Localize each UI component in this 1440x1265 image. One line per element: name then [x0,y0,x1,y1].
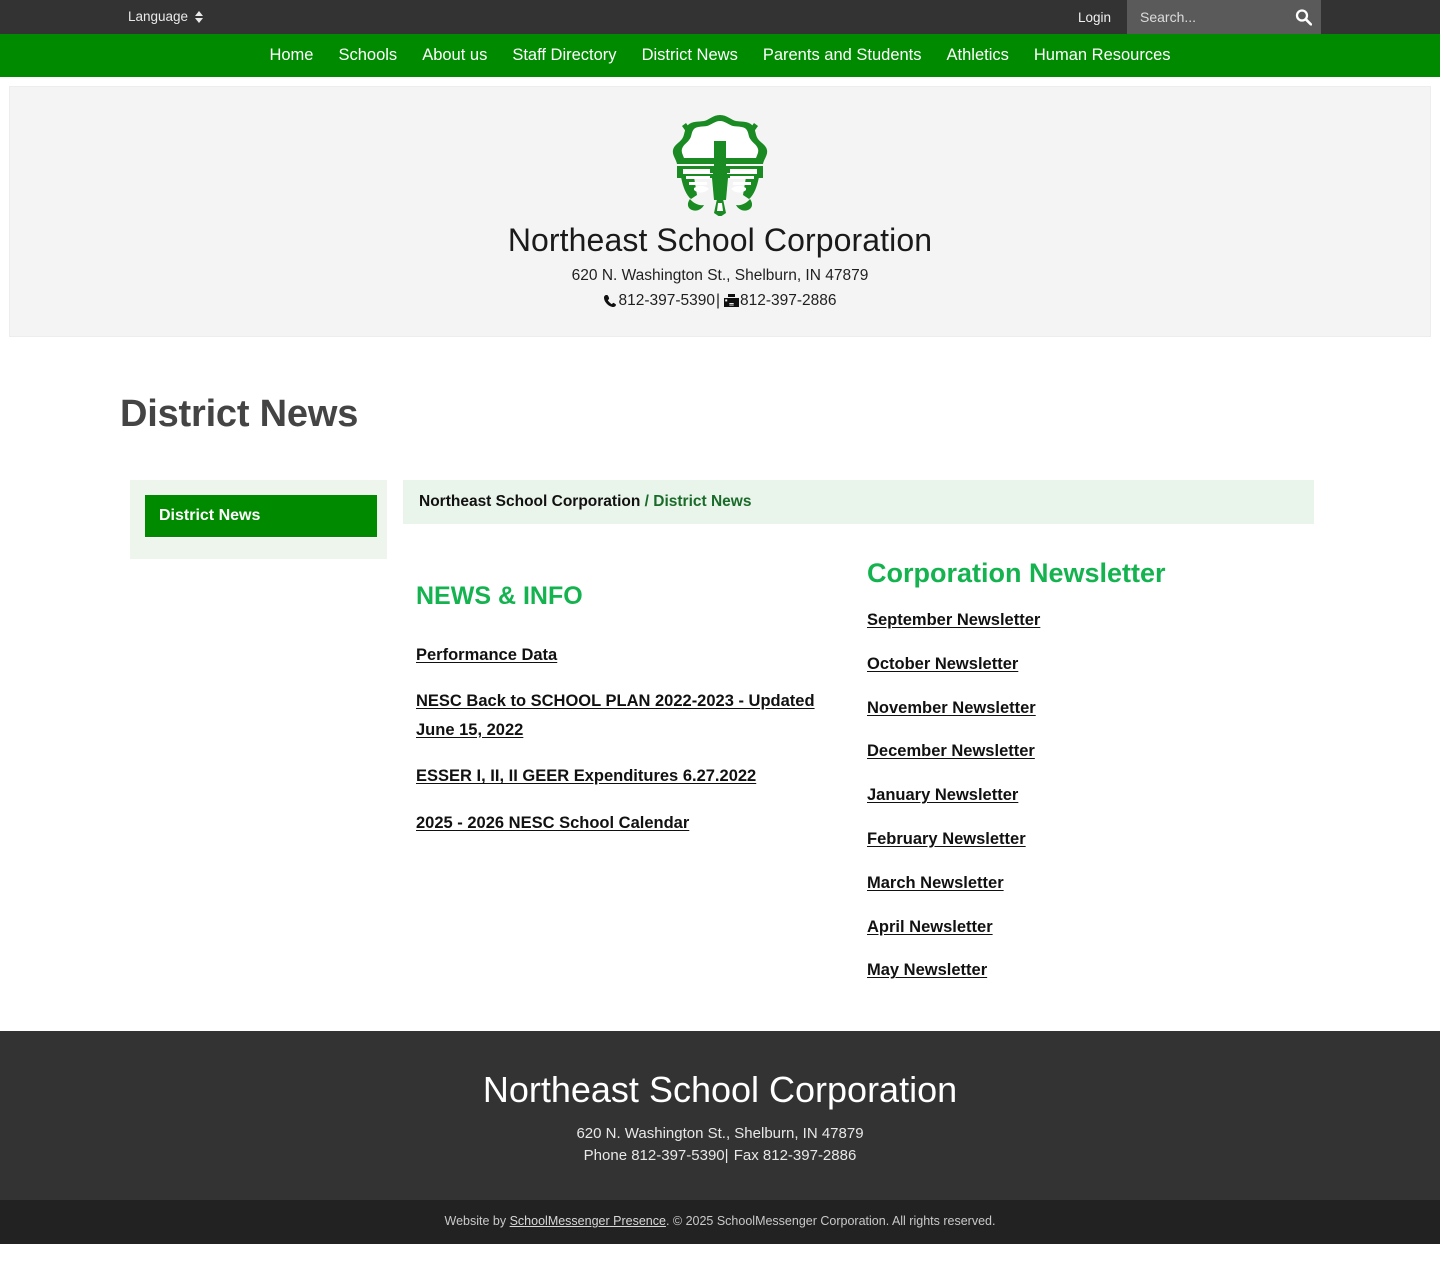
phone-icon [603,294,617,309]
phone-number: 812-397-5390 [618,292,715,309]
main-column [403,480,1314,981]
page-title: District News [120,393,359,435]
site-footer [0,1031,1440,1200]
newsletter-link-september[interactable]: September Newsletter [867,611,1041,629]
news-and-info-heading: NEWS & INFO [416,582,583,610]
copyright-bar [0,1200,1440,1244]
news-link-esser-expenditures[interactable]: ESSER I, II, II GEER Expenditures 6.27.2022 [416,767,757,786]
newsletter-link-october[interactable]: October Newsletter [867,654,1019,673]
main-navigation [0,34,1440,77]
search-input[interactable] [1127,0,1355,34]
news-link-school-calendar[interactable]: 2025 - 2026 NESC School Calendar [416,813,690,832]
nav-item-parents-and-students[interactable]: Parents and Students [762,46,922,64]
search-box[interactable] [1127,0,1321,34]
contact-separator: | [715,292,721,309]
nav-item-schools[interactable]: Schools [338,46,398,64]
nav-item-staff-directory[interactable]: Staff Directory [512,46,617,64]
topbar-left [0,0,203,34]
two-column-links [403,558,1314,981]
newsletter-link-january[interactable]: January Newsletter [867,786,1019,805]
language-selector[interactable] [128,10,203,24]
news-link-back-to-school-plan[interactable]: NESC Back to SCHOOL PLAN 2022-2023 - Updated June 15, 2022 [416,692,815,739]
newsletter-link-december[interactable]: December Newsletter [867,742,1035,761]
footer-fax: Fax 812-397-2886 [733,1146,857,1164]
newsletter-link-may[interactable]: May Newsletter [867,961,988,980]
sidebar-navigation [130,480,387,559]
site-header [9,86,1431,337]
sort-updown-icon [195,11,203,23]
site-address: 620 N. Washington St., Shelburn, IN 47879 [571,267,869,284]
content-layout [0,480,1440,981]
footer-title: Northeast School Corporation [482,1069,958,1111]
newsletter-link-february[interactable]: February Newsletter [867,829,1026,848]
footer-phone: Phone 812-397-5390 [583,1146,725,1164]
nav-item-about-us[interactable]: About us [422,46,488,64]
breadcrumb-separator: / [640,493,654,510]
footer-contact-separator: | [724,1146,733,1164]
newsletter-link-november[interactable]: November Newsletter [867,698,1036,717]
breadcrumb [403,480,1314,524]
main-content [0,337,1440,981]
schoolmessenger-link[interactable]: SchoolMessenger Presence [509,1214,666,1229]
search-button[interactable] [1295,9,1312,26]
copyright-prefix: Website by [444,1214,510,1229]
newsletter-link-march[interactable]: March Newsletter [867,873,1004,892]
top-utility-bar [0,0,1440,34]
language-label: Language [128,9,189,25]
nav-item-athletics[interactable]: Athletics [946,46,1009,64]
fax-number: 812-397-2886 [740,292,837,309]
news-link-performance-data[interactable]: Performance Data [416,646,558,664]
site-title: Northeast School Corporation [507,222,933,258]
school-crest-logo [666,111,774,216]
corporation-newsletter-column [855,558,1314,981]
newsletter-link-april[interactable]: April Newsletter [867,917,993,936]
nav-item-home[interactable]: Home [269,46,314,64]
copyright-suffix: . © 2025 SchoolMessenger Corporation. All rights reserved. [665,1214,996,1229]
breadcrumb-root[interactable]: Northeast School Corporation [419,493,641,510]
site-contact [30,292,1410,310]
breadcrumb-current: District News [653,493,752,510]
nav-item-human-resources[interactable]: Human Resources [1033,46,1171,64]
footer-contact [20,1145,1420,1167]
footer-address: 620 N. Washington St., Shelburn, IN 47879 [576,1125,864,1143]
topbar-right [1078,0,1440,34]
sidebar-item-district-news[interactable]: District News [145,495,377,538]
fax-icon [724,294,739,309]
corporation-newsletter-heading: Corporation Newsletter [867,558,1166,588]
login-link[interactable]: Login [1077,9,1111,25]
nav-item-district-news[interactable]: District News [641,46,738,64]
search-icon [1295,9,1312,26]
news-and-info-column [403,558,855,981]
